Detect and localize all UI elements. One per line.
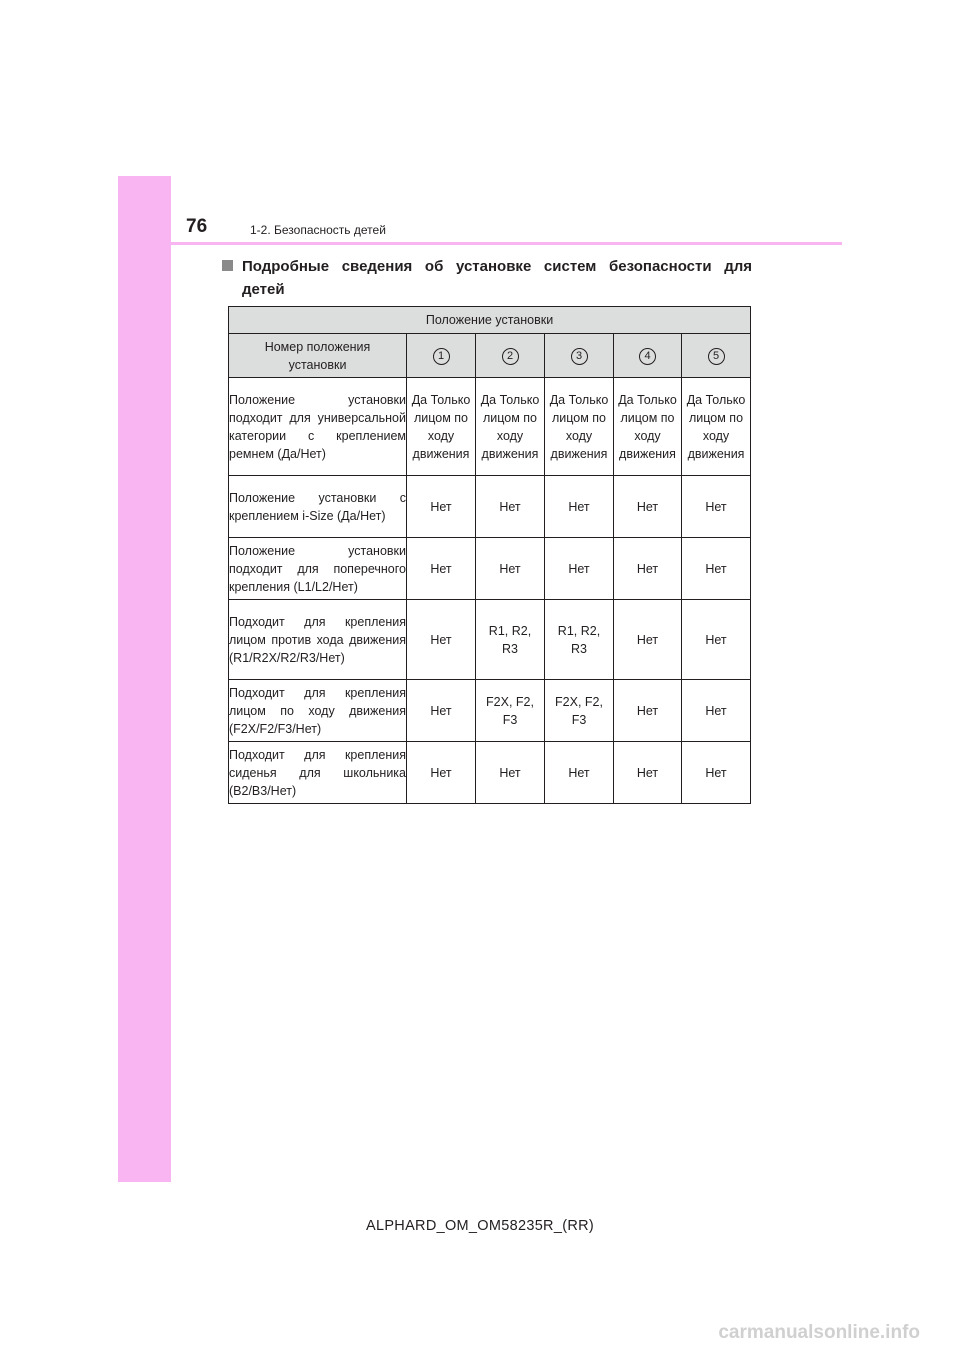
table-cell: Нет [476,538,545,600]
position-5-cell [682,334,751,378]
table-row [229,742,751,804]
watermark: carmanualsonline.info [718,1322,920,1343]
position-3-cell [545,334,614,378]
position-4-badge: 4 [639,348,656,365]
table-row [229,538,751,600]
row-label: Положение установки подходит для поперечного крепления (L1/L2/Нет) [229,538,407,600]
table-cell: Да Только лицом по ходу движения [545,378,614,476]
table-cell: Нет [682,538,751,600]
section-title: 1-2. Безопасность детей [250,223,386,237]
position-5-badge: 5 [708,348,725,365]
section-heading [222,255,752,301]
table-cell: Да Только лицом по ходу движения [614,378,682,476]
header-rule [118,242,842,245]
table-cell: F2X, F2, F3 [476,680,545,742]
table-cell: Нет [476,742,545,804]
table-cell: Нет [407,680,476,742]
table-cell: Нет [407,476,476,538]
table-cell: Нет [476,476,545,538]
table-cell: Нет [682,476,751,538]
table-cell: Нет [545,538,614,600]
table-cell: Нет [614,680,682,742]
position-1-badge: 1 [433,348,450,365]
table-cell: R1, R2, R3 [476,600,545,680]
table-cell: Да Только лицом по ходу движения [682,378,751,476]
table-cell: R1, R2, R3 [545,600,614,680]
table-cell: Нет [614,476,682,538]
row-label: Подходит для крепления лицом по ходу движения (F2X/F2/F3/Нет) [229,680,407,742]
table-row [229,600,751,680]
table-title: Положение установки [229,307,751,334]
page-number: 76 [186,216,208,237]
side-tab-band [118,176,171,1182]
position-2-badge: 2 [502,348,519,365]
position-2-cell [476,334,545,378]
table-cell: Нет [545,476,614,538]
row-label: Подходит для крепления лицом против хода движения (R1/R2X/R2/R3/Нет) [229,600,407,680]
table-cell: Нет [682,600,751,680]
table-cell: Нет [614,538,682,600]
document-code: ALPHARD_OM_OM58235R_(RR) [366,1218,594,1234]
row-label: Подходит для крепления сиденья для школьника (B2/B3/Нет) [229,742,407,804]
position-1-cell [407,334,476,378]
position-number-label: Номер положения установки [229,334,407,378]
table-cell: Нет [407,600,476,680]
square-bullet-icon [222,260,233,271]
table-cell: F2X, F2, F3 [545,680,614,742]
table-cell: Нет [682,680,751,742]
table-cell: Да Только лицом по ходу движения [407,378,476,476]
table-row [229,378,751,476]
position-4-cell [614,334,682,378]
heading-line-2: детей [242,281,285,298]
installation-position-table [228,306,751,804]
row-label: Положение установки подходит для универсальной категории с креплением ремнем (Да/Нет) [229,378,407,476]
table-cell: Нет [407,538,476,600]
table-cell: Нет [614,600,682,680]
table-cell: Нет [682,742,751,804]
position-3-badge: 3 [571,348,588,365]
table-row [229,680,751,742]
heading-line-1: Подробные сведения об установке систем безопасности для [242,258,752,275]
table-cell: Нет [407,742,476,804]
row-label: Положение установки с креплением i-Size (Да/Нет) [229,476,407,538]
table-cell: Да Только лицом по ходу движения [476,378,545,476]
table-row [229,476,751,538]
table-cell: Нет [614,742,682,804]
table-cell: Нет [545,742,614,804]
